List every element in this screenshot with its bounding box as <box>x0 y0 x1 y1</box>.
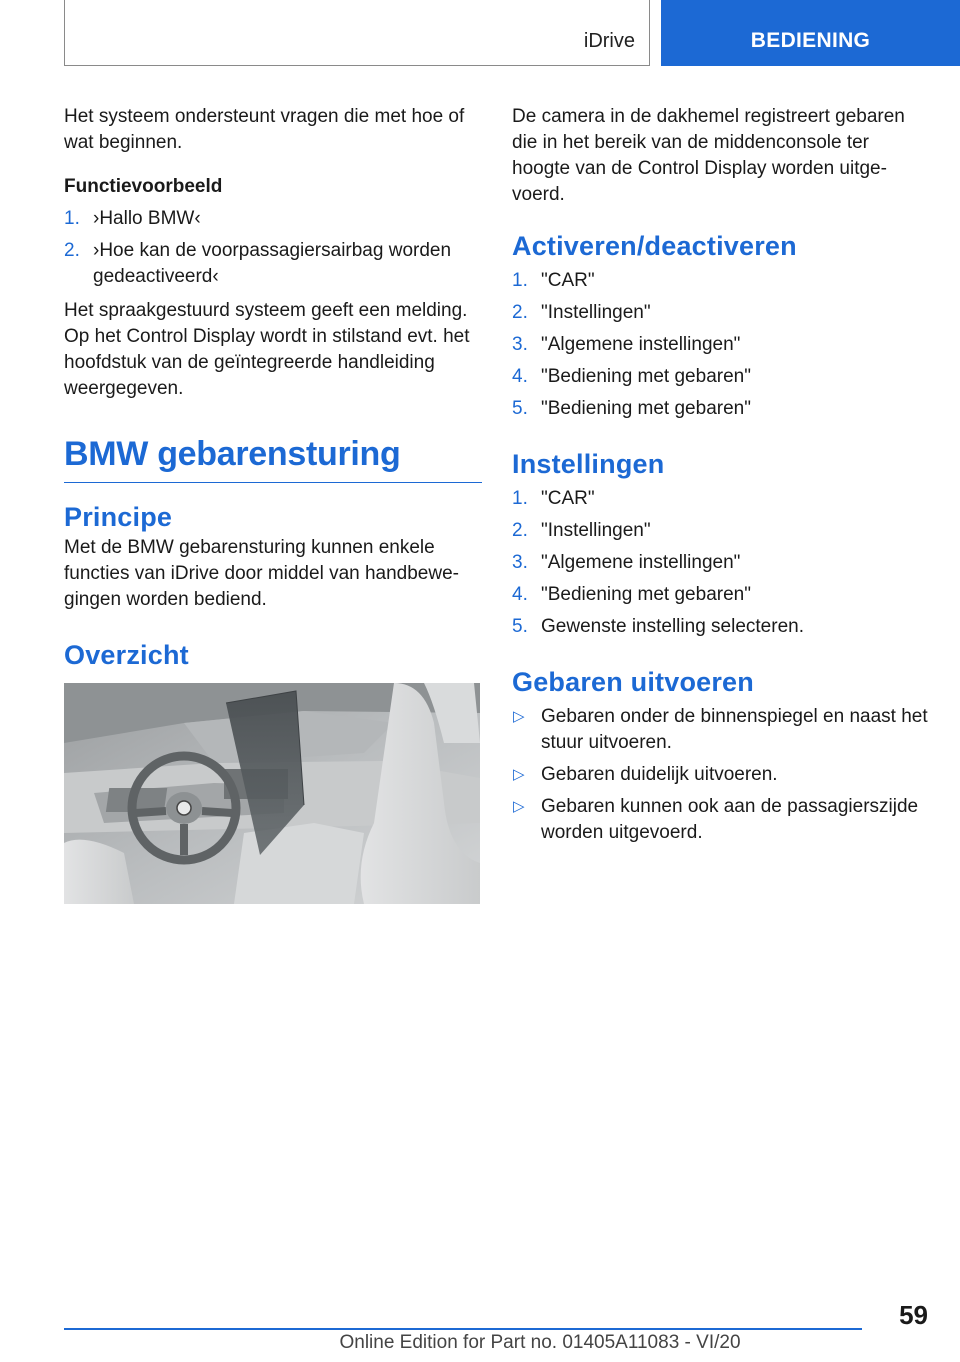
settings-title: Instellingen <box>512 449 665 479</box>
header-section-title: iDrive <box>583 30 635 52</box>
header-frame <box>64 0 650 66</box>
activate-steps <box>512 268 930 422</box>
step-item: 2. "Instellingen" <box>512 302 651 323</box>
overview-title: Overzicht <box>64 640 189 670</box>
principle-title: Principe <box>64 502 173 532</box>
step-item: 1. "CAR" <box>512 270 595 291</box>
step-item: 5. "Bediening met gebaren" <box>512 398 751 419</box>
step-item: 3. "Algemene instellingen" <box>512 552 741 573</box>
step-item: 2. "Instellingen" <box>512 520 651 541</box>
example-item: 1. ›Hallo BMW‹ <box>64 208 201 229</box>
example-title: Functievoorbeeld <box>64 176 223 197</box>
header-chapter-tab <box>661 0 960 66</box>
principle-paragraph: Met de BMW gebarensturing kunnen enkele functies van iDrive door middel van handbewegingen worden bediend. <box>64 537 459 610</box>
bullet-item: ▷ Gebaren onder de binnenspiegel en naast het stuur uitvoeren. <box>513 706 928 753</box>
bullet-item: ▷ Gebaren kunnen ook aan de passagierszijde worden uitgevoerd. <box>513 796 919 843</box>
activate-title: Activeren/deactiveren <box>512 231 797 261</box>
intro-paragraph: Het systeem ondersteunt vragen die met hoe of wat beginnen. <box>64 106 465 153</box>
step-item: 5. Gewenste instelling selecteren. <box>512 616 804 637</box>
gestures-list <box>512 704 930 846</box>
step-item: 4. "Bediening met gebaren" <box>512 366 751 387</box>
step-item: 3. "Algemene instellingen" <box>512 334 741 355</box>
triangle-bullet-icon: ▷ <box>513 798 525 815</box>
example-item: 2. ›Hoe kan de voorpassagiersairbag worden gedeactiveerd‹ <box>64 240 452 287</box>
camera-paragraph: De camera in de dakhemel registreert gebaren die in het bereik van de middenconsole ter hoogte van de Control Display worden uitgevoerd. <box>512 106 905 205</box>
settings-steps <box>512 486 930 640</box>
example-list <box>64 206 482 290</box>
triangle-bullet-icon: ▷ <box>513 708 525 725</box>
footer-edition: Online Edition for Part no. 01405A11083 - VI/20 <box>339 1332 741 1353</box>
left-column <box>64 104 482 904</box>
header-chapter-label: BEDIENING <box>750 29 871 52</box>
step-item: 1. "CAR" <box>512 488 595 509</box>
car-interior-illustration <box>64 683 480 904</box>
gestures-title: Gebaren uitvoeren <box>512 667 754 697</box>
step-item: 4. "Bediening met gebaren" <box>512 584 751 605</box>
bullet-item: ▷ Gebaren duidelijk uitvoeren. <box>512 762 930 788</box>
result-paragraph: Het spraakgestuurd systeem geeft een melding. Op het Control Display wordt in stilstand evt. het hoofdstuk van de geïntegreerde handleiding weergegeven. <box>64 300 470 399</box>
triangle-bullet-icon: ▷ <box>513 766 525 783</box>
page-number: 59 <box>899 1300 928 1330</box>
section-title: BMW gebarensturing <box>64 434 482 483</box>
footer-divider <box>64 1328 862 1330</box>
right-column <box>512 104 930 846</box>
